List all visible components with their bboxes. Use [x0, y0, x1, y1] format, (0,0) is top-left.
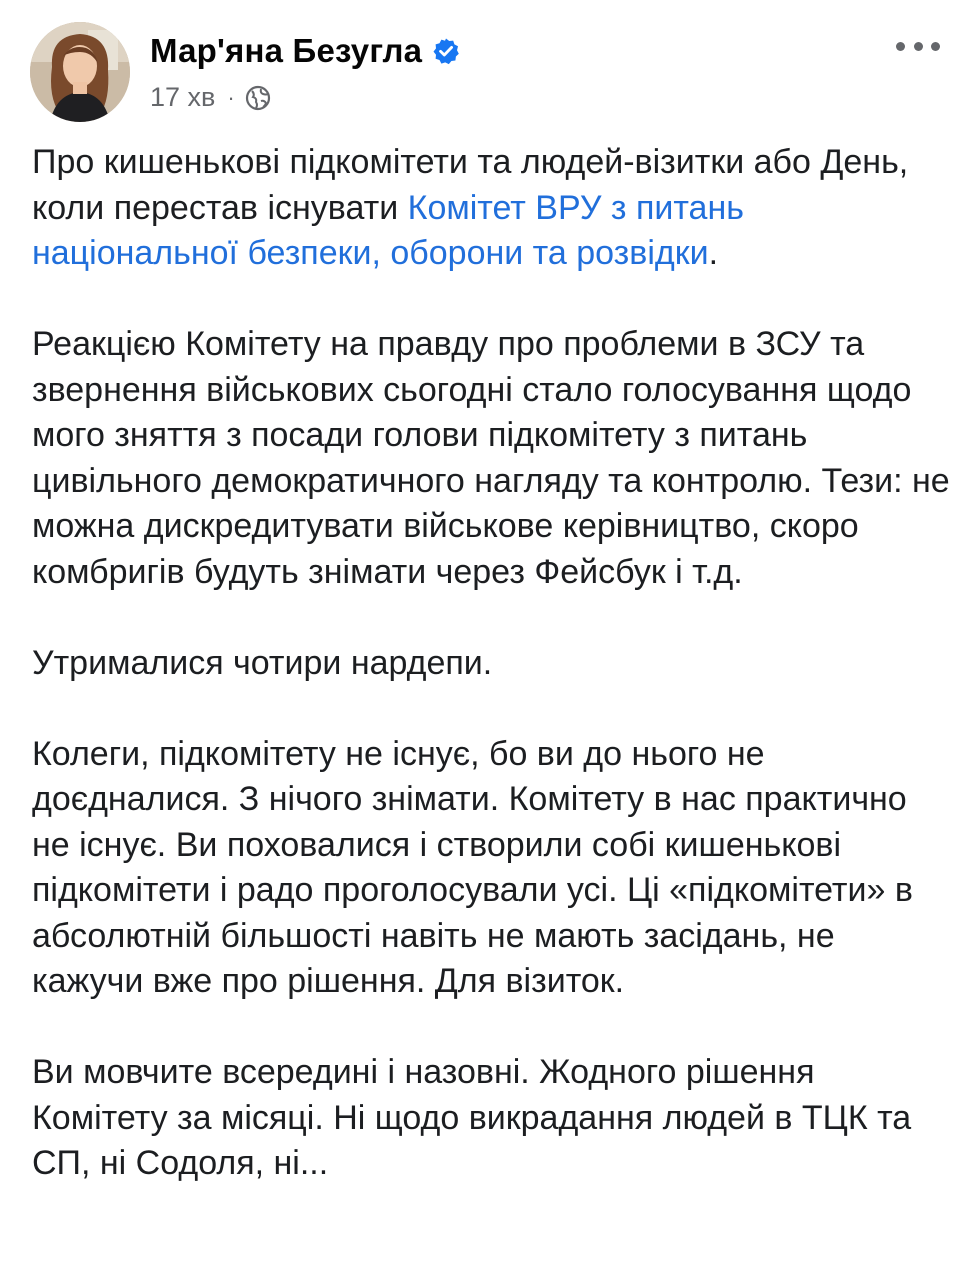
committee-link[interactable]: Комітет ВРУ з питань національної безпеки, оборони та розвідки	[32, 188, 744, 272]
post-paragraph	[32, 140, 952, 277]
avatar-image	[30, 22, 130, 122]
paragraph-end: .	[708, 234, 719, 272]
more-options-button[interactable]	[896, 34, 940, 58]
verified-badge-icon	[432, 37, 460, 65]
meta-separator: ·	[227, 84, 235, 110]
author-name[interactable]: Мар'яна Безугла	[150, 32, 423, 69]
author-avatar[interactable]	[30, 22, 130, 122]
author-row	[150, 32, 460, 70]
post-body	[32, 140, 952, 1232]
more-options-icon-dot	[914, 42, 923, 51]
post-paragraph: Колеги, підкомітету не існує, бо ви до нього не доєдналися. З нічого знімати. Комітету в нас практично не існує. Ви поховалися і створили собі кишенькові підкомітети і радо проголосували усі. Ці «підкомітети» в абсолютній більшості навіть не мають засідань, не кажучи вже про рішення. Для візиток.	[32, 734, 913, 1000]
post-paragraph: Реакцією Комітету на правду про проблеми в ЗСУ та звернення військових сьогодні стало голосування щодо мого зняття з посади голови підкомітету з питань цивільного демократичного нагляду та контролю. Тези: не можна дискредитувати військове керівництво, скоро комбригів будуть знімати через Фейсбук і т.д.	[32, 325, 950, 591]
more-options-icon-dot	[931, 42, 940, 51]
globe-icon[interactable]	[245, 85, 271, 111]
post-paragraph: Утрималися чотири нардепи.	[32, 643, 493, 682]
post-paragraph: Ви мовчите всередині і назовні. Жодного рішення Комітету за місяці. Ні щодо викрадання людей в ТЦК та СП, ні Содоля, ні...	[32, 1053, 912, 1182]
post-header	[30, 22, 946, 122]
paragraph-text: Про кишенькові підкомітети та людей-візитки або День, коли перестав існувати	[32, 143, 909, 227]
post-timestamp[interactable]: 17 хв	[150, 82, 216, 112]
more-options-icon	[896, 42, 905, 51]
post-meta	[150, 82, 271, 113]
